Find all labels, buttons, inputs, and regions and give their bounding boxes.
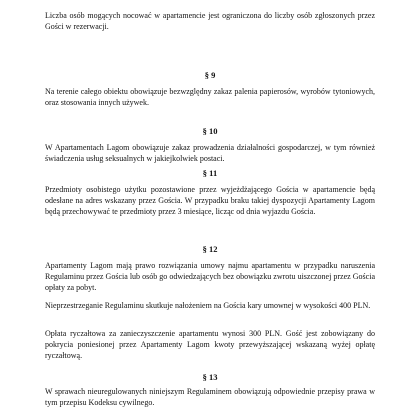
section-heading-10: § 10 (202, 126, 218, 136)
section-heading-9: § 9 (204, 70, 216, 80)
paragraph-termination-text: Lagom mają prawo rozwiązania umowy najmu apartamentu w przypadku naruszenia Regulaminu przez Gościa lub osób go odwiedzających bez obowiązku zwrotu uiszczonej przez Gościa opłaty za pobyt. (45, 261, 376, 292)
paragraph-cleaning-fee: Opłata ryczałtowa za zanieczyszczenie apartamentu wynosi 300 PLN. Gość jest zobowiązany do pokrycia poniesionej przez Apartamenty Lagom kwoty przewyższającej wskazaną wyżej opłatę ryczałtową. (45, 329, 375, 360)
paragraph-civil-code: W sprawach nieuregulowanych niniejszym Regulaminem obowiązują odpowiednie przepisy prawa w tym przepisu Kodeksu cywilnego. (45, 387, 375, 407)
section-heading-11: § 11 (202, 168, 218, 178)
section-heading-13: § 13 (202, 372, 218, 382)
paragraph-penalty: Nieprzestrzeganie Regulaminu skutkuje nałożeniem na Gościa kary umownej w wysokości 400 PLN. (45, 301, 371, 310)
paragraph-smoking-ban: Na terenie całego obiektu obowiązuje bezwzględny zakaz palenia papierosów, wyrobów tytoniowych, oraz stosowania innych używek. (45, 87, 375, 107)
paragraph-termination-prefix: Apartamenty (45, 261, 87, 270)
paragraph-termination (45, 260, 375, 293)
paragraph-guest-limit: Liczba osób mogących nocować w apartamencie jest ograniczona do liczby osób zgłoszonych przez Gości w rezerwacji. (45, 11, 375, 31)
paragraph-lost-items: Przedmioty osobistego użytku pozostawione przez wyjeżdżającego Gościa w apartamencie będą odesłane na adres wskazany przez Gościa. W przypadku braku takiej dyspozycji Apartamenty Lagom będą przechowywać te przedmioty przez 3 miesiące, licząc od dnia wyjazdu Gościa. (45, 185, 375, 216)
paragraph-business-ban: W Apartamentach Lagom obowiązuje zakaz prowadzenia działalności gospodarczej, w tym również świadczenia usług seksualnych w jakiejkolwiek postaci. (45, 143, 375, 163)
section-heading-12: § 12 (202, 244, 218, 254)
